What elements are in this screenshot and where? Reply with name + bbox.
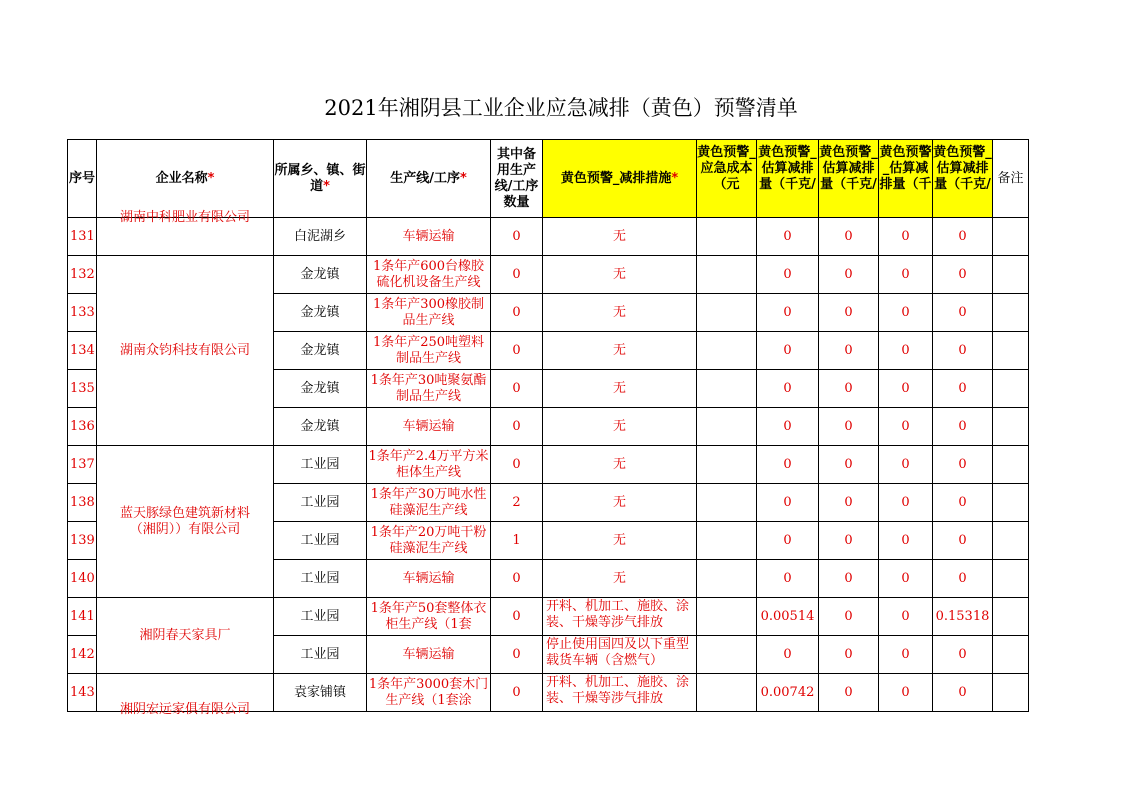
backup-count: 0 [491,408,543,446]
header-row [68,140,1029,218]
emission-4: 0 [933,294,993,332]
emission-1: 0 [757,218,819,256]
town: 袁家铺镇 [274,674,367,712]
row-index: 141 [68,598,97,636]
emission-2: 0 [819,218,879,256]
emission-4: 0 [933,256,993,294]
emission-1: 0 [757,294,819,332]
note [993,560,1029,598]
town: 工业园 [274,598,367,636]
backup-count: 0 [491,560,543,598]
header-e4: 黄色预警_估算减排量（千克/ [933,140,993,218]
emission-2: 0 [819,598,879,636]
production-line: 车辆运输 [367,408,491,446]
emission-1: 0 [757,446,819,484]
emission-2: 0 [819,294,879,332]
emission-3: 0 [879,636,933,674]
note [993,598,1029,636]
emission-1: 0.00742 [757,674,819,712]
cost [697,332,757,370]
emission-2: 0 [819,256,879,294]
production-line: 车辆运输 [367,218,491,256]
table-row [68,674,1029,712]
row-index: 136 [68,408,97,446]
cost [697,598,757,636]
emission-1: 0.00514 [757,598,819,636]
emission-4: 0 [933,484,993,522]
emission-4: 0 [933,408,993,446]
emission-2: 0 [819,636,879,674]
note [993,294,1029,332]
header-idx: 序号 [68,140,97,218]
cost [697,370,757,408]
backup-count: 0 [491,446,543,484]
production-line: 车辆运输 [367,636,491,674]
row-index: 134 [68,332,97,370]
emission-2: 0 [819,370,879,408]
cost [697,522,757,560]
measure: 无 [543,560,697,598]
note [993,332,1029,370]
note [993,522,1029,560]
row-index: 140 [68,560,97,598]
measure: 无 [543,294,697,332]
measure: 无 [543,218,697,256]
emission-3: 0 [879,256,933,294]
measure: 无 [543,522,697,560]
emission-3: 0 [879,484,933,522]
emission-4: 0 [933,522,993,560]
backup-count: 0 [491,294,543,332]
emission-3: 0 [879,598,933,636]
header-town: 所属乡、镇、街道* [274,140,367,218]
town: 工业园 [274,636,367,674]
header-e1: 黄色预警_估算减排量（千克/ [757,140,819,218]
cost [697,218,757,256]
emission-4: 0 [933,636,993,674]
emission-3: 0 [879,294,933,332]
emission-1: 0 [757,370,819,408]
row-index: 143 [68,674,97,712]
emission-3: 0 [879,446,933,484]
emission-2: 0 [819,408,879,446]
production-line: 1条年产20万吨干粉硅藻泥生产线 [367,522,491,560]
backup-count: 0 [491,256,543,294]
backup-count: 0 [491,218,543,256]
header-note: 备注 [993,140,1029,218]
emission-2: 0 [819,560,879,598]
emission-2: 0 [819,674,879,712]
town: 工业园 [274,446,367,484]
emission-4: 0 [933,446,993,484]
town: 工业园 [274,560,367,598]
warning-table [67,139,1029,717]
production-line: 1条年产30万吨水性硅藻泥生产线 [367,484,491,522]
town: 金龙镇 [274,370,367,408]
production-line: 车辆运输 [367,560,491,598]
cost [697,256,757,294]
emission-3: 0 [879,370,933,408]
table-row [68,218,1029,256]
measure: 无 [543,332,697,370]
header-line: 生产线/工序* [367,140,491,218]
measure: 停止使用国四及以下重型载货车辆（含燃气） [543,636,697,674]
emission-2: 0 [819,446,879,484]
backup-count: 0 [491,332,543,370]
town: 金龙镇 [274,256,367,294]
emission-2: 0 [819,332,879,370]
emission-3: 0 [879,522,933,560]
row-index: 139 [68,522,97,560]
measure: 开料、机加工、施胶、涂装、干燥等涉气排放 [543,598,697,636]
emission-4: 0 [933,674,993,712]
town: 金龙镇 [274,294,367,332]
header-cost: 黄色预警_应急成本（元 [697,140,757,218]
company-name: 湖南中科肥业有限公司 [97,218,274,256]
production-line: 1条年产30吨聚氨酯制品生产线 [367,370,491,408]
page-title: 2021年湘阴县工业企业应急减排（黄色）预警清单 [324,96,798,120]
cost [697,560,757,598]
row-index: 133 [68,294,97,332]
emission-4: 0.15318 [933,598,993,636]
backup-count: 0 [491,636,543,674]
emission-1: 0 [757,484,819,522]
town: 工业园 [274,484,367,522]
note [993,256,1029,294]
town: 金龙镇 [274,332,367,370]
emission-1: 0 [757,332,819,370]
note [993,370,1029,408]
emission-4: 0 [933,560,993,598]
emission-1: 0 [757,560,819,598]
header-e2: 黄色预警_估算减排量（千克/ [819,140,879,218]
production-line: 1条年产300橡胶制品生产线 [367,294,491,332]
emission-3: 0 [879,560,933,598]
emission-1: 0 [757,256,819,294]
emission-4: 0 [933,370,993,408]
production-line: 1条年产3000套木门生产线（1套涂 [367,674,491,712]
emission-2: 0 [819,484,879,522]
company-name: 湘阴宏远家俱有限公司 [97,674,274,712]
production-line: 1条年产50套整体衣柜生产线（1套 [367,598,491,636]
header-measure: 黄色预警_减排措施* [543,140,697,218]
row-index: 137 [68,446,97,484]
header-backup: 其中备用生产线/工序数量 [491,140,543,218]
company-name: 蓝天豚绿色建筑新材料（湘阴））有限公司 [97,446,274,598]
emission-3: 0 [879,674,933,712]
production-line: 1条年产2.4万平方米柜体生产线 [367,446,491,484]
backup-count: 0 [491,370,543,408]
table-row [68,598,1029,636]
emission-3: 0 [879,332,933,370]
town: 工业园 [274,522,367,560]
company-name: 湖南众钧科技有限公司 [97,256,274,446]
header-company: 企业名称* [97,140,274,218]
cost [697,484,757,522]
emission-2: 0 [819,522,879,560]
header-e3: 黄色预警_估算减排量（千 [879,140,933,218]
note [993,446,1029,484]
emission-4: 0 [933,332,993,370]
cost [697,446,757,484]
row-index: 138 [68,484,97,522]
row-index: 131 [68,218,97,256]
emission-1: 0 [757,522,819,560]
backup-count: 0 [491,674,543,712]
town: 金龙镇 [274,408,367,446]
emission-4: 0 [933,218,993,256]
table-row [68,256,1029,294]
cost [697,294,757,332]
emission-1: 0 [757,408,819,446]
production-line: 1条年产600台橡胶硫化机设备生产线 [367,256,491,294]
note [993,218,1029,256]
table-row [68,446,1029,484]
cost [697,636,757,674]
emission-1: 0 [757,636,819,674]
measure: 无 [543,370,697,408]
cost [697,674,757,712]
town: 白泥湖乡 [274,218,367,256]
note [993,408,1029,446]
row-index: 142 [68,636,97,674]
note [993,674,1029,712]
measure: 无 [543,408,697,446]
backup-count: 1 [491,522,543,560]
note [993,484,1029,522]
emission-3: 0 [879,218,933,256]
production-line: 1条年产250吨塑料制品生产线 [367,332,491,370]
measure: 无 [543,484,697,522]
note [993,636,1029,674]
company-name: 湘阴春天家具厂 [97,598,274,674]
cost [697,408,757,446]
row-index: 132 [68,256,97,294]
measure: 无 [543,446,697,484]
measure: 开料、机加工、施胶、涂装、干燥等涉气排放 [543,674,697,712]
measure: 无 [543,256,697,294]
backup-count: 2 [491,484,543,522]
emission-3: 0 [879,408,933,446]
backup-count: 0 [491,598,543,636]
row-index: 135 [68,370,97,408]
